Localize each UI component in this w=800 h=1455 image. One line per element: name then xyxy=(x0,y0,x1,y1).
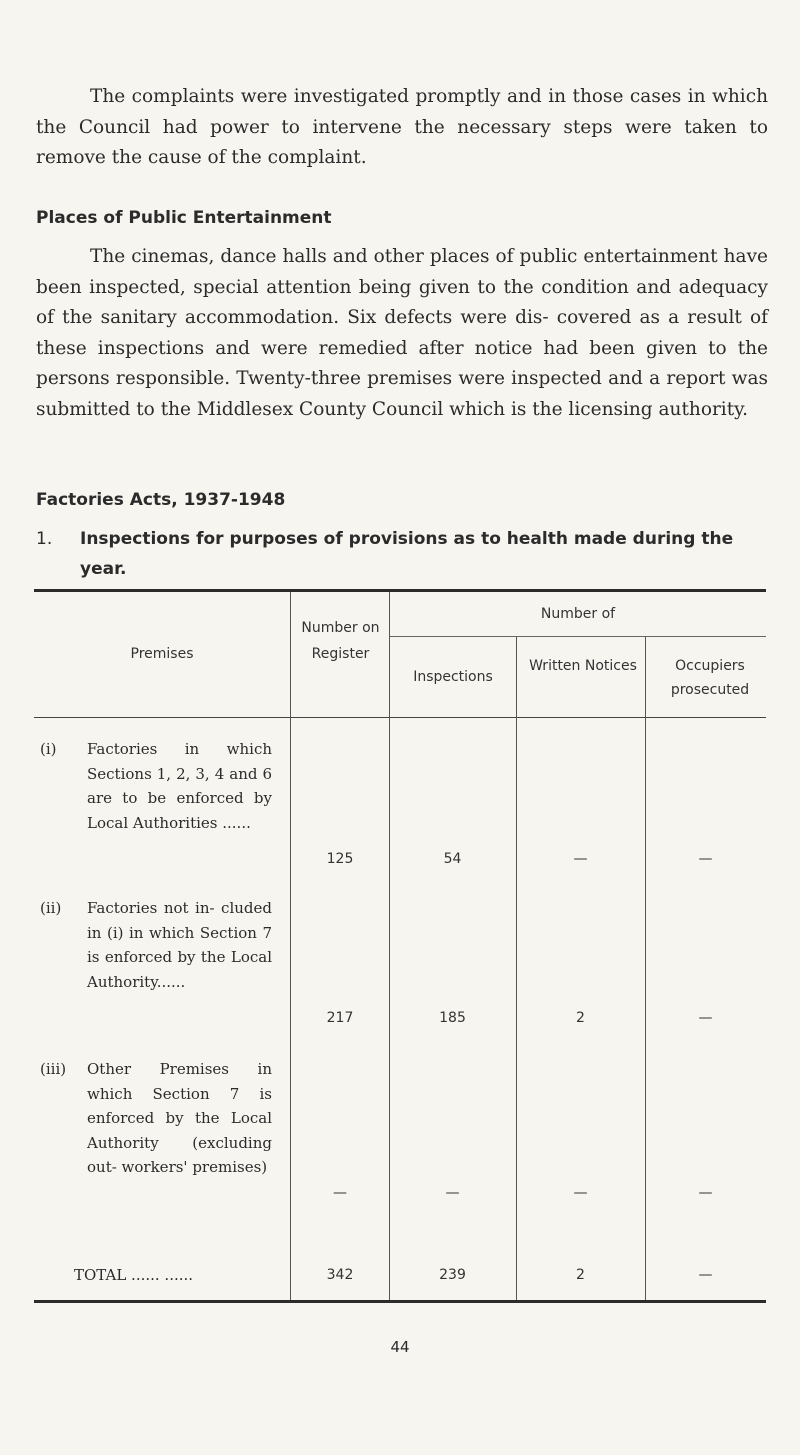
cell-prosecuted: — xyxy=(698,1010,713,1026)
cell-inspections: — xyxy=(445,1185,460,1201)
cell-register: 125 xyxy=(326,851,354,867)
cell-register: — xyxy=(333,1185,347,1201)
header-written-notices: Written Notices xyxy=(529,658,637,674)
row-label: Factories in which Sections 1, 2, 3, 4 and 6 are to be enforced by Local Authorities ...... xyxy=(87,740,272,832)
header-inspections: Inspections xyxy=(413,669,493,685)
total-inspections: 239 xyxy=(439,1267,466,1283)
cell-notices: 2 xyxy=(576,1010,585,1026)
header-premises: Premises xyxy=(130,646,194,662)
row-number: (iii) xyxy=(40,1060,67,1078)
section-heading-entertainment: Places of Public Entertainment xyxy=(36,208,332,228)
cell-inspections: 54 xyxy=(443,851,462,867)
list-item-text: Inspections for purposes of provisions as to health made during the year. xyxy=(80,529,734,579)
header-subdivider xyxy=(390,636,766,637)
intro-paragraph: The complaints were investigated promptly and in those cases in which the Council had power to intervene the necessary steps were taken to remove the cause of the complaint. xyxy=(36,86,768,168)
list-item-inspections xyxy=(36,524,776,584)
cell-register: 217 xyxy=(326,1010,354,1026)
table-top-rule xyxy=(34,589,766,592)
cell-inspections: 185 xyxy=(439,1010,466,1026)
total-prosecuted: — xyxy=(698,1267,713,1283)
table-row xyxy=(40,737,272,835)
cell-prosecuted: — xyxy=(698,851,713,867)
section-heading-factories-acts: Factories Acts, 1937-1948 xyxy=(36,490,286,510)
list-item-number: 1. xyxy=(36,529,53,549)
total-notices: 2 xyxy=(576,1267,585,1283)
header-occupiers-prosecuted: Occupiers prosecuted xyxy=(670,658,750,698)
table-row xyxy=(40,896,272,994)
row-number: (ii) xyxy=(40,899,62,917)
table-bottom-rule xyxy=(34,1300,766,1303)
page-number: 44 xyxy=(390,1338,410,1356)
cell-notices: — xyxy=(573,1185,588,1201)
total-register: 342 xyxy=(326,1267,354,1283)
row-number: (i) xyxy=(40,740,57,758)
header-bottom-rule xyxy=(34,717,766,718)
header-number-on-register: Number on Register xyxy=(301,620,380,662)
row-label: Other Premises in which Section 7 is enforced by the Local Authority (excluding out- workers' premises) xyxy=(87,1060,272,1176)
total-label: TOTAL ...... ...... xyxy=(74,1266,194,1284)
entertainment-paragraph: The cinemas, dance halls and other places of public entertainment have been inspected, special attention being given to the condition and adequacy of the sanitary accommodation. Six defects were dis- covered as a result of these inspections and were remedied after notice had been given to the persons responsible. Twenty-three premises were inspected and a report was submitted to the Middlesex County Council which is the licensing authority. xyxy=(36,246,768,420)
row-label: Factories not in- cluded in (i) in which Section 7 is enforced by the Local Authority...... xyxy=(87,899,272,991)
header-number-of: Number of xyxy=(540,606,616,622)
cell-prosecuted: — xyxy=(698,1185,713,1201)
table-row xyxy=(40,1057,272,1180)
cell-notices: — xyxy=(573,851,588,867)
